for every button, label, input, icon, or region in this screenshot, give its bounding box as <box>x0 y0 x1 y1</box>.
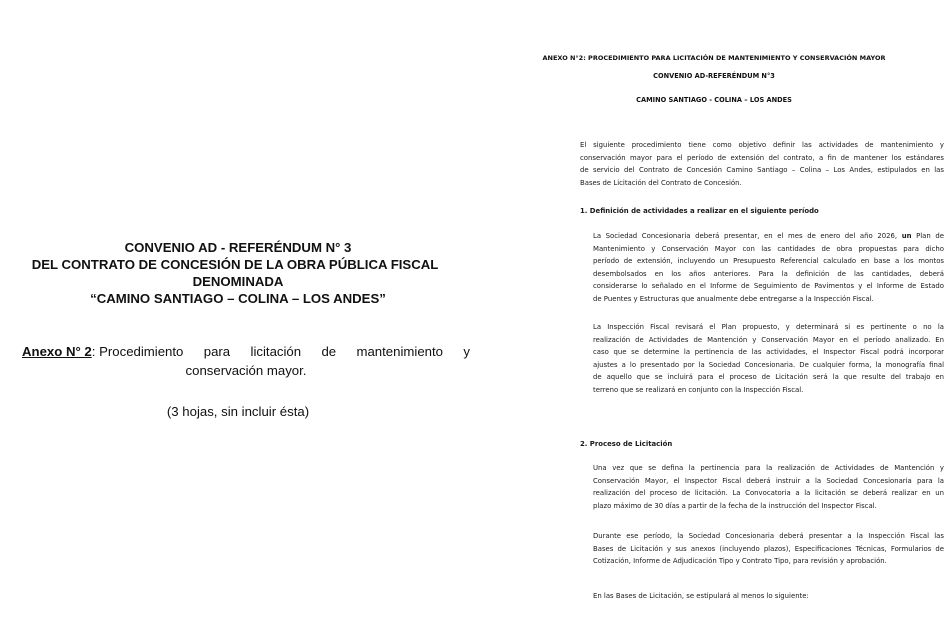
text-line: realización de Actividades de Mantención y Conservación Mayor en el período analizado. En <box>593 335 944 344</box>
annex-word: licitación <box>250 344 302 359</box>
section-2-paragraph-3 <box>593 590 944 603</box>
annex-header-convenio: CONVENIO AD-REFERÉNDUM N°3 <box>653 72 775 80</box>
text-line: En las Bases de Licitación, se estipulará al menos lo siguiente: <box>593 592 809 600</box>
text-line: Bases de Licitación del Contrato de Concesión. <box>580 178 742 187</box>
text-line: desembolsados en los años anteriores. Para la definición de las cantidades, deberá <box>593 269 944 278</box>
annex-description-line: conservación mayor. <box>185 363 307 378</box>
annex-header-road: CAMINO SANTIAGO - COLINA – LOS ANDES <box>636 96 792 104</box>
section-2-heading: 2. Proceso de Licitación <box>580 440 673 448</box>
annex-word: : Procedimiento <box>91 344 184 359</box>
section-2-paragraph-2 <box>593 530 944 568</box>
sheets-note: (3 hojas, sin incluir ésta) <box>166 404 310 419</box>
section-2-paragraph-1 <box>593 462 944 512</box>
text-line: Mantenimiento y Conservación Mayor con las cantidades de obra propuestas para dicho <box>593 244 944 253</box>
text-line: La Sociedad Concesionaria deberá presentar, en el mes de enero del año 2026, un Plan de <box>593 232 944 240</box>
annex-label: Anexo N° 2 <box>22 344 92 359</box>
intro-paragraph <box>580 139 944 189</box>
annex-word: para <box>203 344 231 359</box>
text-line: período de extensión, incluyendo un Presupuesto Referencial calculado en base a los montos <box>593 257 944 266</box>
text-line: realización del proceso de licitación. La Convocatoria a la licitación se deberá realizar en un <box>593 489 944 498</box>
text-line: considerarse lo señalado en el Informe de Seguimiento de Pavimentos y el Informe de Estado <box>593 282 944 291</box>
text-line: Bases de Licitación y sus anexos (incluyendo plazos), Especificaciones Técnicas, Formularios de <box>593 544 944 553</box>
section-1-paragraph-2 <box>593 321 944 397</box>
text-line: plazo máximo de 30 días a partir de la fecha de la instrucción del Inspector Fiscal. <box>593 501 877 510</box>
section-1-paragraph-1 <box>593 230 944 306</box>
annex-page <box>476 0 952 621</box>
text-line: El siguiente procedimiento tiene como objetivo definir las actividades de mantenimiento y <box>580 141 944 149</box>
annex-word: y <box>463 344 470 359</box>
text-line: ajustes a lo presentado por la Sociedad Concesionaria. De cualquier forma, la monografía final <box>593 360 944 369</box>
annex-word: de <box>321 344 337 359</box>
text-line: Durante ese período, la Sociedad Concesionaria deberá presentar a la Inspección Fiscal las <box>593 532 944 540</box>
text-line: conservación mayor para el período de extensión del contrato, a fin de mantener los estándares <box>580 153 944 162</box>
text-line: terreno que se realizará en conjunto con la Inspección Fiscal. <box>593 385 804 394</box>
annex-description <box>22 343 470 379</box>
text-line: de Puentes y Estructuras que anualmente debe entregarse a la Inspección Fiscal. <box>593 294 874 303</box>
cover-title-line: “CAMINO SANTIAGO – COLINA – LOS ANDES” <box>90 291 386 306</box>
text-line: Una vez que se defina la pertinencia para la realización de Actividades de Mantención y <box>593 464 944 472</box>
text-line: de servicio del Contrato de Concesión Camino Santiago – Colina – Los Andes, estipulados en las <box>580 166 944 175</box>
cover-title <box>0 239 476 307</box>
annex-word: mantenimiento <box>356 344 443 359</box>
bold-word: un <box>901 232 912 240</box>
annex-header-title: ANEXO N°2: PROCEDIMIENTO PARA LICITACIÓN DE MANTENIMIENTO Y CONSERVACIÓN MAYOR <box>542 54 886 62</box>
section-1-heading: 1. Definición de actividades a realizar en el siguiente período <box>580 207 819 215</box>
text-line: La Inspección Fiscal revisará el Plan propuesto, y determinará si es pertinente o no la <box>593 323 944 331</box>
cover-title-line: CONVENIO AD - REFERÉNDUM N° 3 <box>124 240 352 255</box>
text-line: Cotización, Informe de Adjudicación Tipo y Contrato Tipo, para revisión y aprobación. <box>593 557 887 566</box>
text-line: Conservación Mayor, el Inspector Fiscal deberá instruir a la Sociedad Concesionaria para la <box>593 476 944 485</box>
text-line: caso que se determine la pertinencia de las actividades, el Inspector Fiscal podrá incorporar <box>593 348 944 357</box>
cover-title-line: DENOMINADA <box>192 274 284 289</box>
text-line: de aquello que se incluirá para el proceso de Licitación será la que resulte del trabajo en <box>593 373 944 382</box>
cover-title-line: DEL CONTRATO DE CONCESIÓN DE LA OBRA PÚBLICA FISCAL <box>31 257 439 272</box>
annex-description-line <box>22 343 470 360</box>
